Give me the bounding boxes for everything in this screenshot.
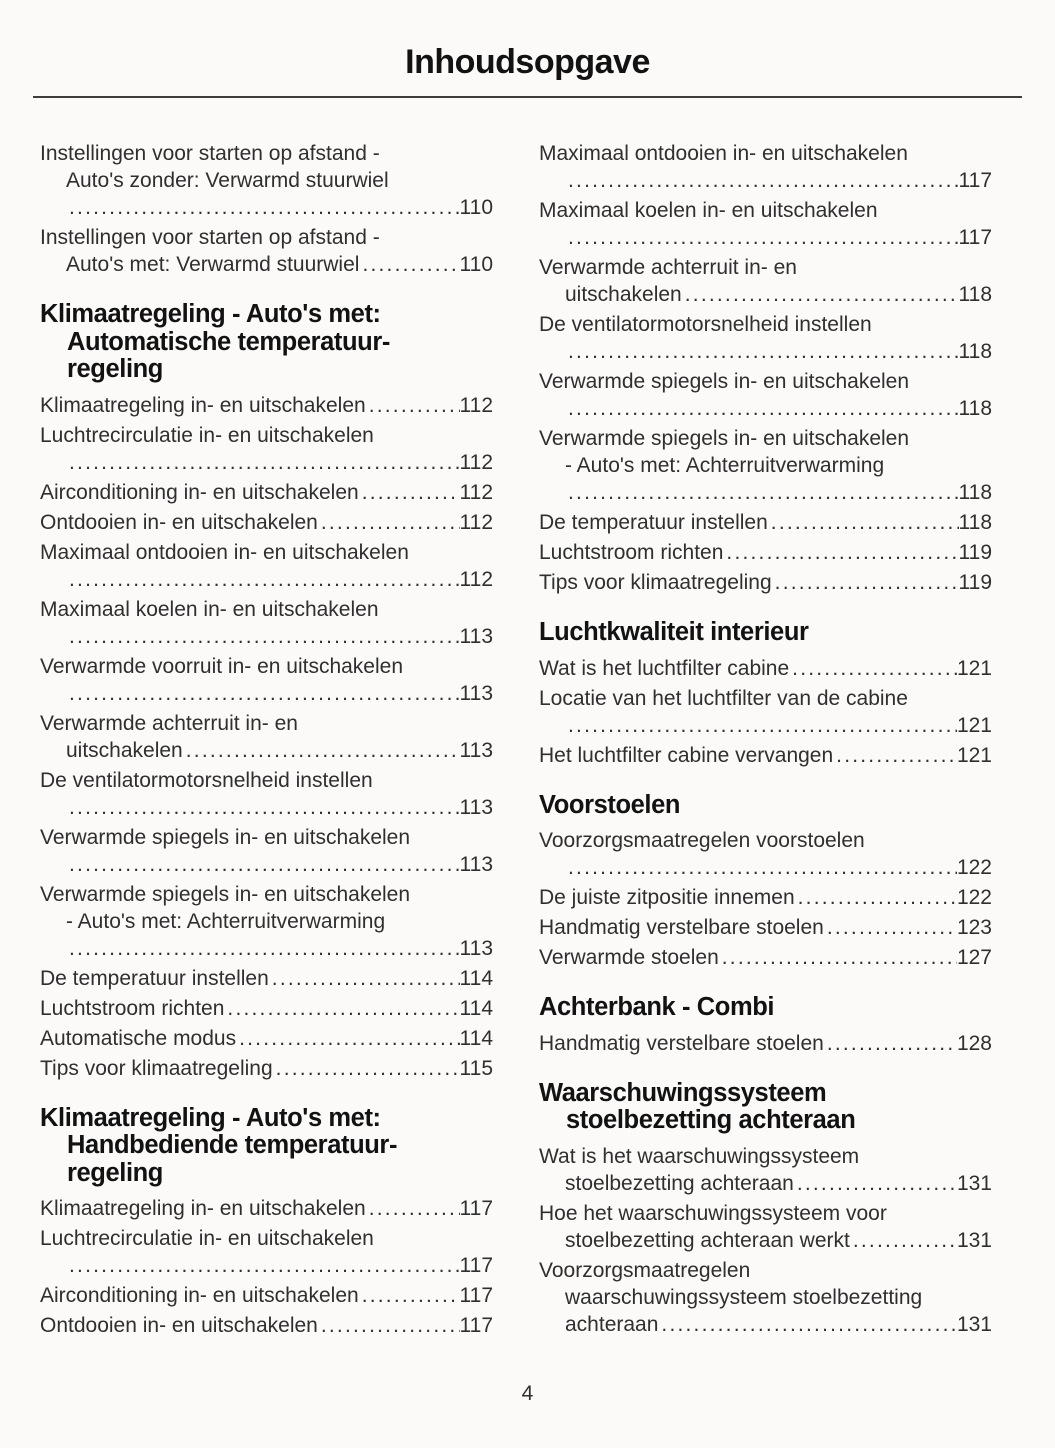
toc-entry [539,827,992,881]
entry-line [40,1195,493,1222]
leader-dots [66,566,460,593]
heading-line: Klimaatregeling - Auto's met: [40,300,381,329]
toc-column-left [40,140,493,1342]
entry-line [40,566,493,593]
toc-entry [40,881,493,962]
entry-text: Luchtstroom richten [539,541,724,565]
entry-line [539,140,992,167]
leader-dots [66,1252,460,1279]
entry-text: Wat is het luchtfilter cabine [539,656,790,680]
toc-columns [0,98,992,1342]
entry-line [539,539,992,566]
toc-entry [539,197,992,251]
toc-entry [40,1282,493,1309]
toc-entry [539,1200,992,1254]
entry-text: Airconditioning in- en uitschakelen [40,1284,359,1308]
entry-text: Maximaal koelen in- en uitschakelen [40,597,379,621]
section-heading [539,792,992,820]
page-ref: 119 [958,541,992,565]
page-number: 4 [521,1382,534,1405]
page-ref: 113 [459,795,493,819]
entry-text: Voorzorgsmaatregelen [539,1258,751,1282]
toc-entry [539,1257,992,1338]
entry-line [40,794,493,821]
toc-entry [539,569,992,596]
entry-line [539,712,992,739]
entry-text: De juiste zitpositie innemen [539,886,795,910]
page-ref: 113 [459,681,493,705]
entry-text: Verwarmde stoelen [539,946,719,970]
entry-line [539,395,992,422]
toc-entry [539,1030,992,1057]
entry-line [40,251,493,278]
section-heading [40,301,493,384]
entry-text: Verwarmde achterruit in- en [539,256,797,280]
entry-text: Verwarmde spiegels in- en uitschakelen [40,825,411,849]
entry-line [40,881,493,908]
leader-dots [359,1282,460,1309]
entry-text: Luchtstroom richten [40,996,225,1020]
entry-text: stoelbezetting achteraan werkt [565,1228,850,1252]
entry-text: achteraan [565,1312,659,1336]
entry-text: Airconditioning in- en uitschakelen [40,480,359,504]
entry-text: Auto's zonder: Verwarmd stuurwiel [66,169,389,193]
leader-dots [236,1025,459,1052]
section-heading [539,1080,992,1135]
entry-text: Verwarmde achterruit in- en [40,711,298,735]
leader-dots [66,449,460,476]
toc-entry [40,710,493,764]
page-ref: 117 [958,169,992,193]
entry-line [40,653,493,680]
leader-dots [273,1055,460,1082]
page-ref: 110 [459,196,493,220]
entry-text: - Auto's met: Achterruitverwarming [66,909,386,933]
leader-dots [183,737,460,764]
entry-line [40,140,493,167]
entry-line [539,854,992,881]
toc-entry [40,1025,493,1052]
page-ref: 117 [459,1197,493,1221]
entry-text: Tips voor klimaatregeling [40,1056,273,1080]
entry-line [539,197,992,224]
entry-line [539,1030,992,1057]
heading-line: Achterbank - Combi [539,993,775,1022]
entry-line [539,509,992,536]
page-ref: 112 [459,393,493,417]
toc-entry [40,767,493,821]
page-ref: 113 [459,624,493,648]
leader-dots [66,935,460,962]
entry-line [539,1284,992,1311]
page-ref: 122 [956,886,992,910]
entry-line [539,368,992,395]
entry-text: stoelbezetting achteraan [565,1171,794,1195]
entry-line [40,908,493,935]
entry-text: Voorzorgsmaatregelen voorstoelen [539,829,865,853]
entry-line [40,1025,493,1052]
page-ref: 131 [956,1171,992,1195]
entry-text: Automatische modus [40,1026,237,1050]
entry-line [40,680,493,707]
entry-text: Tips voor klimaatregeling [539,571,772,595]
leader-dots [795,884,957,911]
leader-dots [359,479,460,506]
entry-text: Luchtrecirculatie in- en uitschakelen [40,1227,374,1251]
entry-text: Verwarmde spiegels in- en uitschakelen [40,882,411,906]
leader-dots [318,509,460,536]
entry-line [539,479,992,506]
leader-dots [789,655,957,682]
entry-line [539,685,992,712]
toc-column-right [539,140,992,1342]
entry-line [539,569,992,596]
leader-dots [850,1227,957,1254]
entry-line [539,884,992,911]
entry-line [539,1143,992,1170]
entry-text: Maximaal ontdooien in- en uitschakelen [539,142,908,166]
entry-line [40,935,493,962]
entry-text: Ontdooien in- en uitschakelen [40,1314,318,1338]
entry-text: Klimaatregeling in- en uitschakelen [40,393,366,417]
entry-text: Handmatig verstelbare stoelen [539,1031,824,1055]
heading-line: stoelbezetting achteraan [566,1106,856,1135]
entry-line [40,509,493,536]
toc-entry [40,224,493,278]
toc-entry [40,422,493,476]
entry-text: Instellingen voor starten op afstand - [40,142,380,166]
entry-text: Hoe het waarschuwingssysteem voor [539,1201,887,1225]
entry-text: De temperatuur instellen [539,511,768,535]
toc-entry [539,539,992,566]
toc-entry [40,479,493,506]
toc-entry [539,685,992,739]
page-title: Inhoudsopgave [405,43,650,81]
toc-entry [539,254,992,308]
entry-text: Het luchtfilter cabine vervangen [539,743,834,767]
entry-text: - Auto's met: Achterruitverwarming [565,454,885,478]
entry-line [40,995,493,1022]
page-ref: 112 [459,480,493,504]
entry-text: De ventilatormotorsnelheid instellen [40,768,373,792]
entry-line [40,596,493,623]
toc-entry [539,944,992,971]
heading-line: Luchtkwaliteit interieur [539,618,809,647]
entry-line [40,392,493,419]
page-ref: 112 [459,450,493,474]
leader-dots [824,1030,957,1057]
leader-dots [66,623,460,650]
heading-line: regeling [67,355,163,384]
leader-dots [359,251,459,278]
leader-dots [723,539,958,566]
toc-entry [40,1225,493,1279]
leader-dots [269,965,460,992]
entry-line [539,944,992,971]
page-ref: 118 [958,511,992,535]
toc-entry [40,824,493,878]
leader-dots [224,995,459,1022]
section-heading [40,1105,493,1188]
entry-line [539,914,992,941]
toc-entry [40,539,493,593]
entry-line [539,167,992,194]
entry-text: Maximaal ontdooien in- en uitschakelen [40,540,409,564]
leader-dots [366,1195,460,1222]
entry-text: Instellingen voor starten op afstand - [40,226,380,250]
toc-entry [539,509,992,536]
entry-line [40,1312,493,1339]
entry-text: Verwarmde spiegels in- en uitschakelen [539,370,910,394]
entry-line [539,655,992,682]
leader-dots [66,794,460,821]
page-ref: 121 [956,656,992,680]
leader-dots [66,194,460,221]
entry-line [539,311,992,338]
entry-line [40,965,493,992]
toc-entry [40,509,493,536]
toc-entry [40,995,493,1022]
page-ref: 121 [956,713,992,737]
heading-line: regeling [67,1158,163,1187]
page-ref: 115 [459,1056,493,1080]
page-ref: 118 [958,397,992,421]
entry-line [539,452,992,479]
heading-line: Klimaatregeling - Auto's met: [40,1103,381,1132]
entry-line [40,422,493,449]
leader-dots [833,742,957,769]
entry-line [40,1282,493,1309]
page-ref: 131 [956,1228,992,1252]
leader-dots [318,1312,460,1339]
leader-dots [768,509,959,536]
leader-dots [794,1170,957,1197]
page-ref: 110 [459,253,493,277]
toc-entry [40,653,493,707]
entry-text: Handmatig verstelbare stoelen [539,916,824,940]
entry-line [40,479,493,506]
entry-line [40,623,493,650]
leader-dots [719,944,957,971]
entry-line [40,767,493,794]
entry-line [539,742,992,769]
heading-line: Voorstoelen [539,790,681,819]
section-heading [539,619,992,647]
entry-line [539,425,992,452]
page-ref: 114 [459,1026,493,1050]
toc-entry [40,140,493,221]
entry-line [539,1200,992,1227]
toc-entry [539,884,992,911]
entry-line [539,827,992,854]
leader-dots [824,914,957,941]
page-ref: 112 [459,510,493,534]
entry-line [40,737,493,764]
toc-entry [40,392,493,419]
entry-text: De ventilatormotorsnelheid instellen [539,313,872,337]
entry-line [40,539,493,566]
toc-entry [539,1143,992,1197]
entry-line [40,224,493,251]
entry-line [40,449,493,476]
entry-line [40,710,493,737]
leader-dots [658,1311,957,1338]
entry-text: Wat is het waarschuwingssysteem [539,1144,860,1168]
toc-entry [40,596,493,650]
entry-line [40,851,493,878]
page-ref: 118 [958,481,992,505]
entry-line [539,1170,992,1197]
page-ref: 122 [956,856,992,880]
entry-line [539,1227,992,1254]
page-ref: 119 [958,571,992,595]
entry-text: uitschakelen [565,283,682,307]
entry-line [539,1311,992,1338]
page-ref: 128 [956,1031,992,1055]
page-ref: 113 [459,936,493,960]
page-ref: 113 [459,852,493,876]
page-ref: 118 [958,340,992,364]
page-ref: 121 [956,743,992,767]
entry-text: Auto's met: Verwarmd stuurwiel [66,253,360,277]
leader-dots [565,338,959,365]
toc-entry [539,140,992,194]
page-ref: 114 [459,966,493,990]
entry-text: Verwarmde voorruit in- en uitschakelen [40,654,404,678]
heading-line: Waarschuwingssysteem [539,1078,827,1107]
page-ref: 114 [459,996,493,1020]
leader-dots [565,712,957,739]
entry-text: Klimaatregeling in- en uitschakelen [40,1197,366,1221]
entry-line [40,1225,493,1252]
page-ref: 117 [459,1284,493,1308]
entry-text: waarschuwingssysteem stoelbezetting [565,1285,923,1309]
entry-line [539,1257,992,1284]
entry-line [40,1055,493,1082]
entry-text: Ontdooien in- en uitschakelen [40,510,318,534]
page-ref: 117 [958,226,992,250]
toc-entry [539,742,992,769]
entry-line [40,194,493,221]
entry-text: Locatie van het luchtfilter van de cabine [539,686,908,710]
toc-entry [40,1195,493,1222]
leader-dots [565,479,959,506]
toc-entry [539,425,992,506]
entry-text: Luchtrecirculatie in- en uitschakelen [40,423,374,447]
leader-dots [565,395,959,422]
heading-line: Automatische temperatuur- [67,327,390,356]
page-header [0,0,1055,98]
entry-line [40,824,493,851]
page-ref: 131 [956,1312,992,1336]
toc-entry [539,655,992,682]
page-ref: 123 [956,916,992,940]
page-ref: 113 [459,738,493,762]
toc-entry [40,965,493,992]
entry-line [539,281,992,308]
entry-line [539,338,992,365]
toc-entry [40,1055,493,1082]
toc-entry [539,368,992,422]
leader-dots [772,569,959,596]
leader-dots [66,680,460,707]
entry-line [539,224,992,251]
page-ref: 117 [459,1254,493,1278]
entry-line [40,1252,493,1279]
page-ref: 127 [956,946,992,970]
heading-line: Handbediende temperatuur- [67,1131,398,1160]
toc-entry [40,1312,493,1339]
page-ref: 112 [459,567,493,591]
entry-line [539,254,992,281]
toc-entry [539,914,992,941]
entry-line [40,167,493,194]
entry-text: uitschakelen [66,738,183,762]
entry-text: Maximaal koelen in- en uitschakelen [539,199,878,223]
entry-text: Verwarmde spiegels in- en uitschakelen [539,427,910,451]
page-ref: 117 [459,1314,493,1338]
leader-dots [366,392,460,419]
leader-dots [565,167,959,194]
toc-entry [539,311,992,365]
section-heading [539,994,992,1022]
leader-dots [682,281,959,308]
leader-dots [565,224,959,251]
leader-dots [565,854,957,881]
leader-dots [66,851,460,878]
entry-text: De temperatuur instellen [40,966,269,990]
page-ref: 118 [958,283,992,307]
